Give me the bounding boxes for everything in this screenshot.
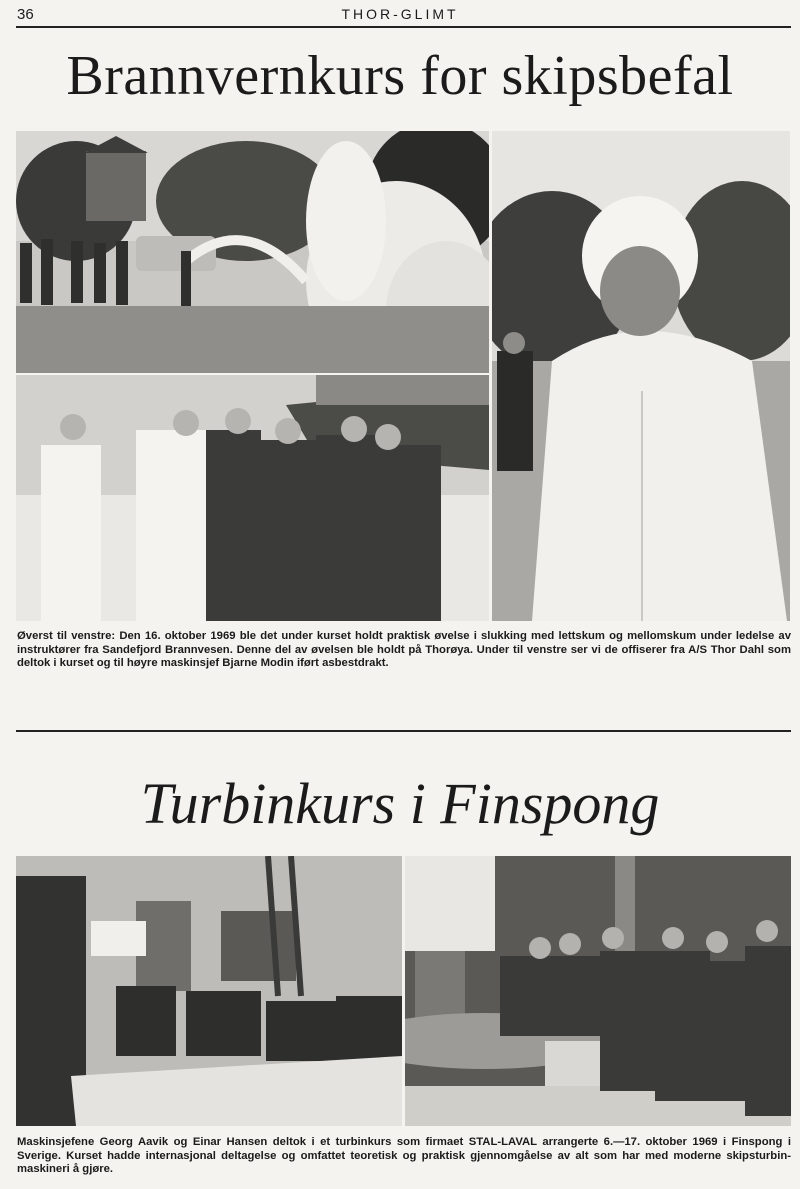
page-number: 36: [17, 6, 34, 23]
photo-caption: Maskinsjefene Georg Aavik og Einar Hansen deltok i et turbinkurs som firmaet STAL-LAVAL arrangerte 6.—17. oktober 1969 i Finspong i Sverige. Kurset hadde internasjonal deltagelse og omfattet teoretisk og praktisk gjennomgåelse av alt som har med moderne skipsturbin-maskineri å gjøre.: [17, 1136, 791, 1175]
section-divider: [16, 730, 791, 732]
header-rule: [16, 26, 791, 28]
chief-engineer-asbestos-suit-photo: [492, 131, 790, 621]
photo-caption: Øverst til venstre: Den 16. oktober 1969 ble det under kurset holdt praktisk øvelse i slukking med lettskum og mellomskum under ledelse av instruktører fra Sandefjord Brannvesen. Denne del av øvelsen ble holdt på Thorøya. Under til venstre ser vi de offiserer fra A/S Thor Dahl som deltok i kurset og til høyre maskinsjef Bjarne Modin iført asbestdrakt.: [17, 630, 791, 669]
turbine-workshop-photo: [405, 856, 791, 1126]
article-title: Turbinkurs i Finspong: [140, 771, 660, 836]
classroom-lecture-photo: [16, 856, 402, 1126]
officers-group-photo: [16, 375, 489, 621]
article-title: Brannvernkurs for skipsbefal: [66, 45, 734, 107]
running-header: THOR-GLIMT: [341, 6, 459, 22]
fire-exercise-photo: [16, 131, 489, 373]
